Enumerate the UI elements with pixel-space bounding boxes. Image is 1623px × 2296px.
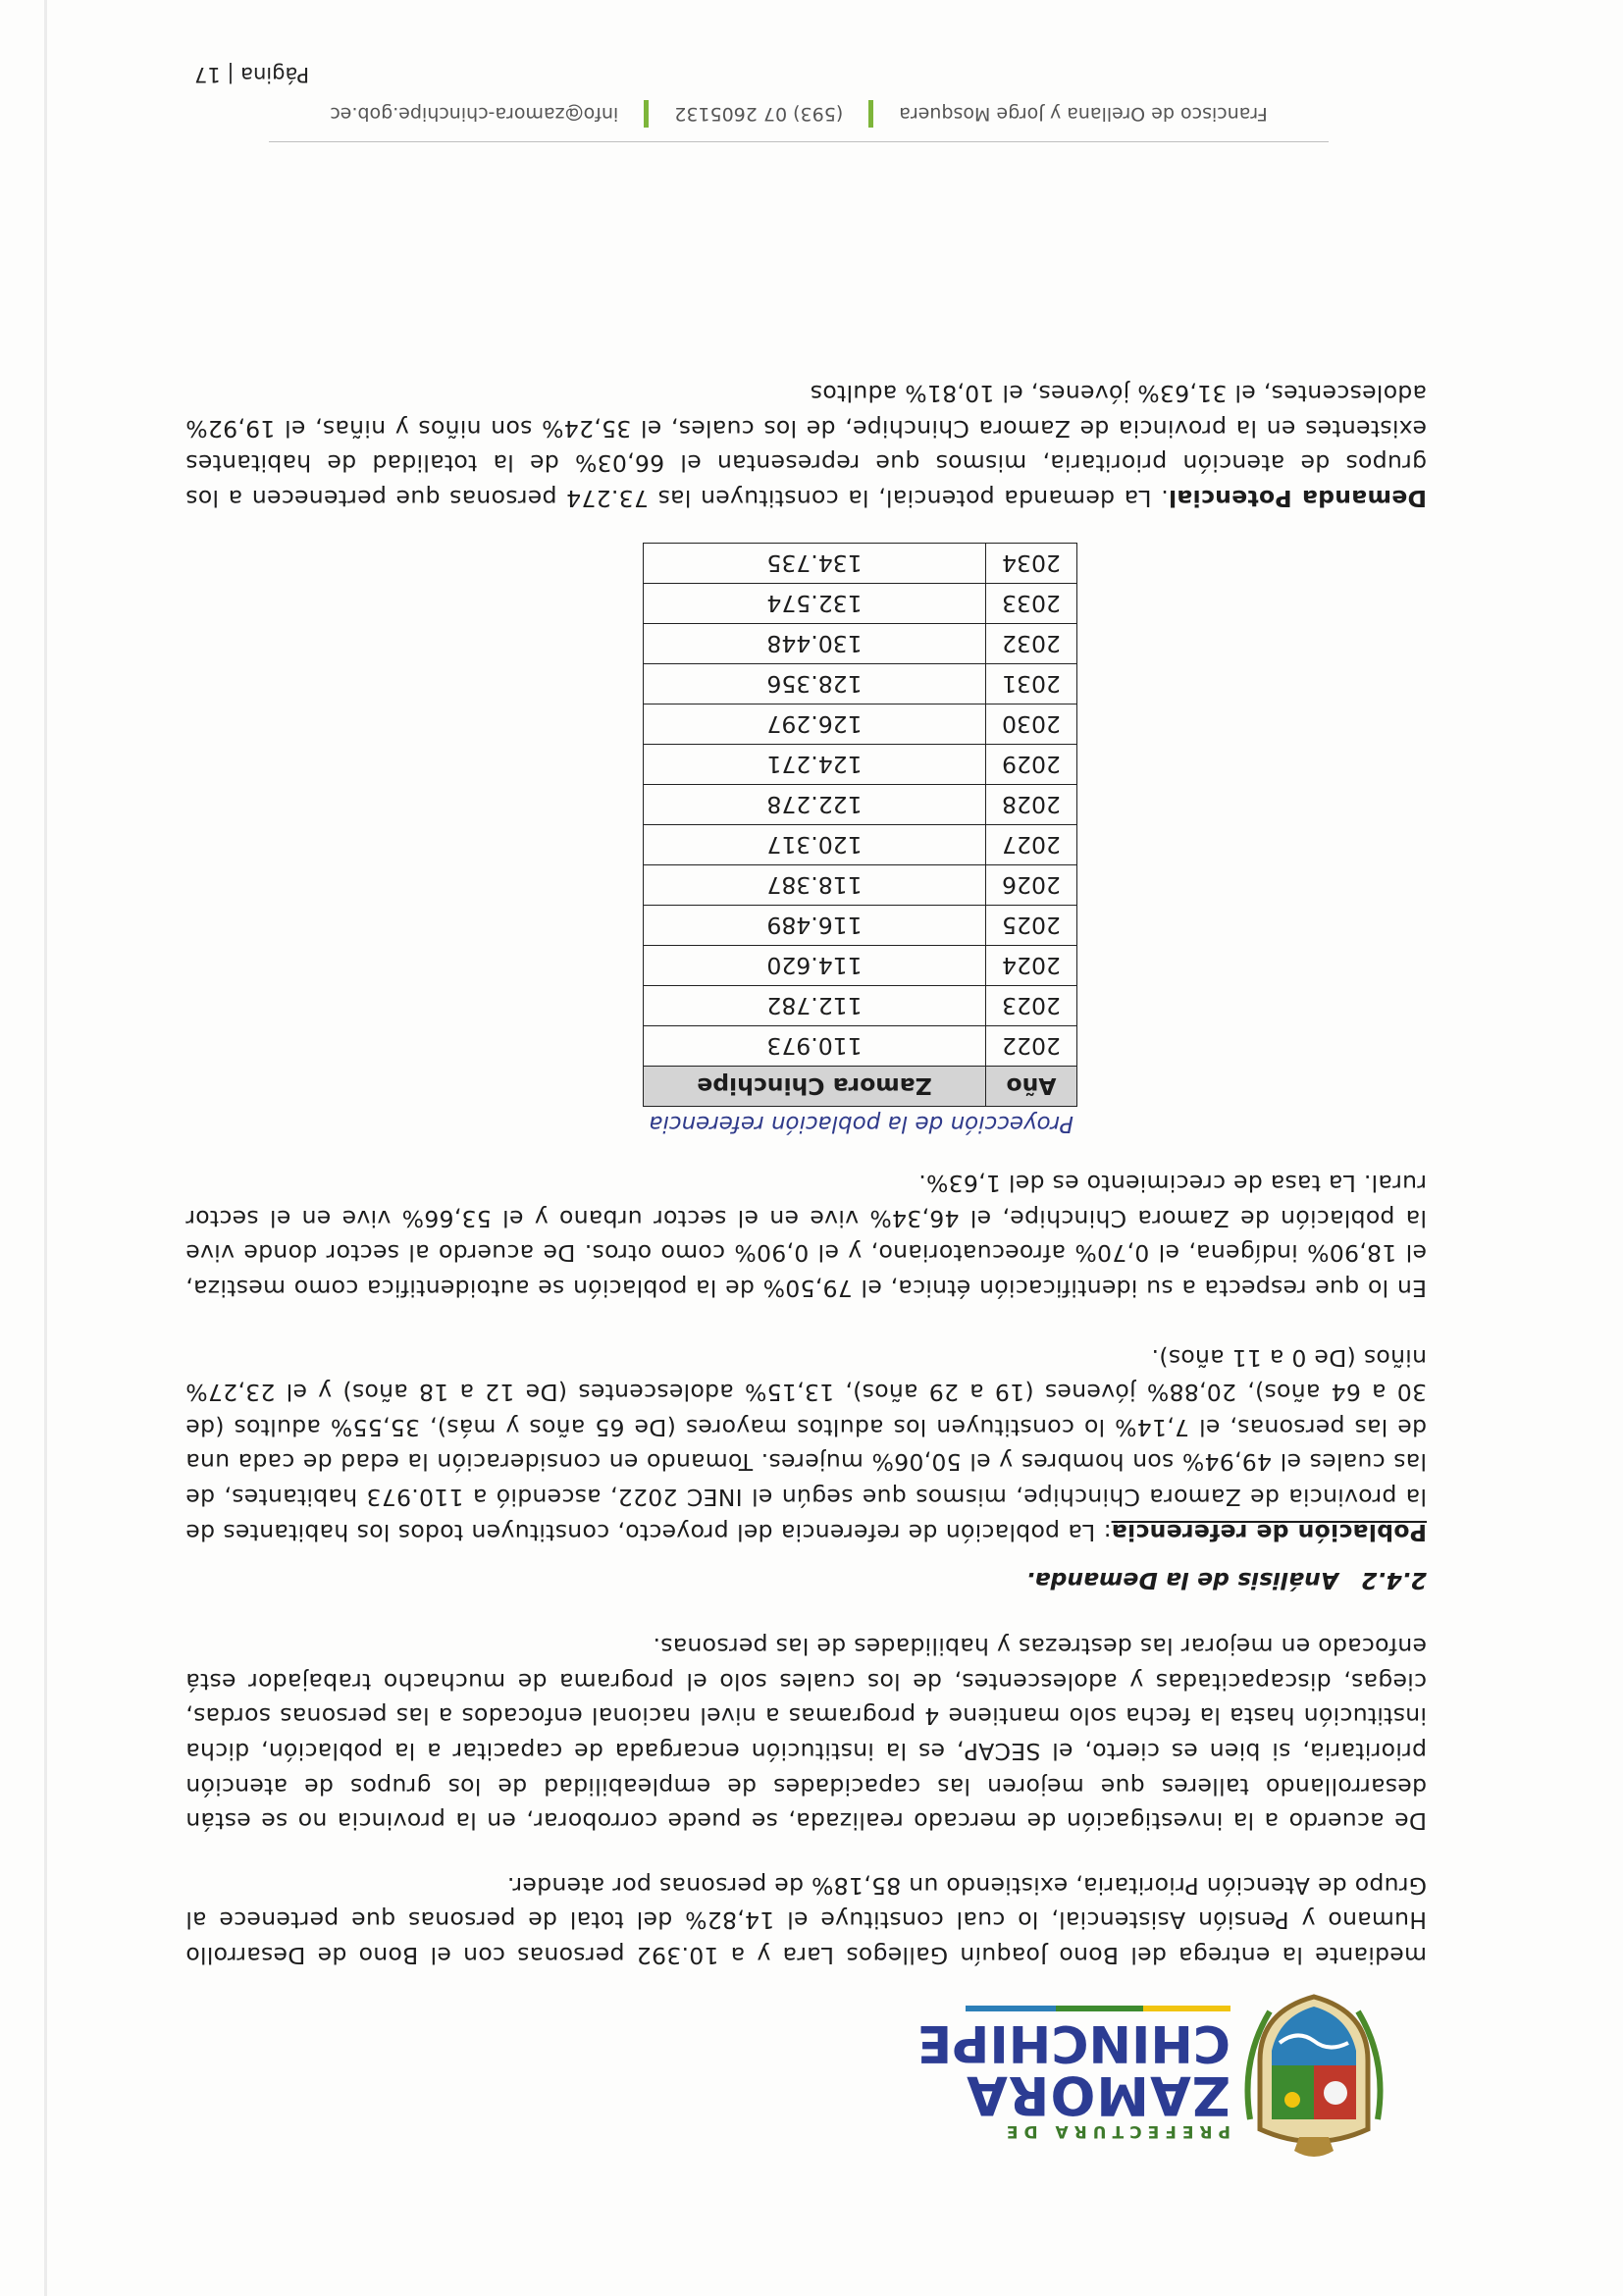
section-number: 2.4.2 [1361,1566,1427,1594]
table-header-row [644,1066,1077,1106]
text-poblacion: : La población de referencia del proyecto, constituyen todos los habitantes de la provincia de Zamora Chinchipe, mismos que según el INEC 2022, ascendió a 110.973 habitantes, de las cuales el 49,94% son hombres y el 50,06% mujeres. Tomando en consideración la edad de cada una de las personas, el 7,14% lo constituyen los adultos mayores (De 65 años y más), 35,55% adultos (de 30 a 64 años), 20,88% jóvenes (19 a 29 años), 13,15% adolescentes (De 12 a 18 años) y el 23,27% niños (De 0 a 11 años). [185,1343,1427,1546]
table-row [644,784,1077,824]
header-population: Zamora Chinchipe [644,1066,986,1106]
cell-year: 2032 [986,623,1077,663]
header-year: Año [986,1066,1077,1106]
cell-year: 2030 [986,704,1077,744]
cell-population: 134.735 [644,543,986,583]
footer-email: info@zamora-chinchipe.gob.ec [330,103,619,125]
footer-phone: (593) 07 2605132 [674,103,844,125]
logo-color-bar [966,2006,1230,2011]
paragraph-demanda-potencial [185,375,1427,514]
cell-population: 110.973 [644,1025,986,1066]
logo-wordmark [916,2013,1230,2141]
cell-year: 2023 [986,985,1077,1025]
cell-year: 2024 [986,945,1077,985]
table-body [644,543,1077,1066]
cell-year: 2031 [986,663,1077,704]
table-row [644,663,1077,704]
cell-population: 132.574 [644,583,986,623]
cell-population: 124.271 [644,744,986,784]
cell-population: 128.356 [644,663,986,704]
table-row [644,1025,1077,1066]
cell-population: 126.297 [644,704,986,744]
table-row [644,543,1077,583]
cell-population: 118.387 [644,864,986,905]
cell-population: 120.317 [644,824,986,864]
cell-year: 2033 [986,583,1077,623]
cell-population: 122.278 [644,784,986,824]
cell-year: 2027 [986,824,1077,864]
table-row [644,704,1077,744]
paragraph-bono: mediante la entrega del Bono Joaquín Gallegos Lara y a 10.392 personas con el Bono de Desarrollo Humano y Pensión Asistencial, lo cual constituye el 14,82% del total de personas que pertenece al Grupo de Atención Prioritaria, existiendo un 85,18% de personas por atender. [185,1871,1427,1969]
cell-year: 2026 [986,864,1077,905]
table-row [644,824,1077,864]
paragraph-etnica: En lo que respecta a su identificación étnica, el 79,50% de la población se autoidentifica como mestiza, el 18,90% indígena, el 0,70% afroecuatoriano, y el 0,90% como otros. De acuerdo al sector donde vive la población de Zamora Chinchipe, el 46,34% vive en el sector urbano y el 53,66% vive en el sector rural. La tasa de crecimiento es del 1,63%. [185,1170,1427,1303]
scan-edge [44,0,47,2296]
cell-year: 2022 [986,1025,1077,1066]
footer-address: Francisco de Orellana y Jorge Mosquera [899,103,1268,125]
table-caption: Proyección de la población referencia [649,1110,1073,1136]
cell-population: 130.448 [644,623,986,663]
cell-population: 114.620 [644,945,986,985]
table-row [644,985,1077,1025]
section-title: Análisis de la Demanda. [1025,1566,1338,1594]
table-row [644,864,1077,905]
text-demanda: . La demanda potencial, la constituyen las 73.274 personas que pertenecen a los grupos de atención prioritaria, mismos que representan el 66,03% de la totalidad de habitantes existentes en la provincia de Zamora Chinchipe, de los cuales, el 35,24% son niños y niñas, el 19,92% adolescentes, el 31,63% jóvenes, el 10,81% adultos [185,379,1427,512]
projection-table [643,543,1077,1107]
cell-year: 2025 [986,905,1077,945]
cell-population: 116.489 [644,905,986,945]
paragraph-poblacion-referencia [185,1339,1427,1549]
footer-contact [269,100,1329,141]
projection-table-wrap [185,543,1427,1107]
cell-year: 2034 [986,543,1077,583]
cell-year: 2028 [986,784,1077,824]
document-body [185,340,1427,1972]
table-row [644,623,1077,663]
footer-divider [269,141,1329,142]
cell-population: 112.782 [644,985,986,1025]
lead-demanda: Demanda Potencial [1168,484,1427,512]
table-row [644,945,1077,985]
page-number: Página | 17 [194,63,310,86]
table-row [644,744,1077,784]
table-row [644,905,1077,945]
logo-chinchipe: CHINCHIPE [916,2013,1230,2072]
table-row [644,583,1077,623]
page-footer [269,100,1329,142]
logo-prefectura: PREFECTURA DE [1000,2121,1230,2141]
lead-poblacion: Población de referencia [1111,1518,1427,1546]
footer-separator [868,100,873,128]
prefectura-logo [916,1992,1387,2159]
paragraph-investigacion: De acuerdo a la investigación de mercado realizada, se puede corroborar, en la provincia no se están desarrollando talleres que mejoren las capacidades de empleabilidad de los grupos de atención prioritaria, si bien es cierto, el SECAP, es la institución encargada de capacitar a la población, dicha institución hasta la fecha solo mantiene 4 programas a nivel nacional enfocados a las personas sordas, ciegas, discapacitadas y adolescentes, de los cuales solo el programa de muchacho trabajador está enfocado en mejorar las destrezas y habilidades de las personas. [185,1633,1427,1836]
footer-separator [644,100,649,128]
section-heading [185,1567,1427,1594]
logo-zamora: ZAMORA [966,2064,1230,2126]
cell-year: 2029 [986,744,1077,784]
coat-of-arms-icon [1240,1992,1387,2159]
